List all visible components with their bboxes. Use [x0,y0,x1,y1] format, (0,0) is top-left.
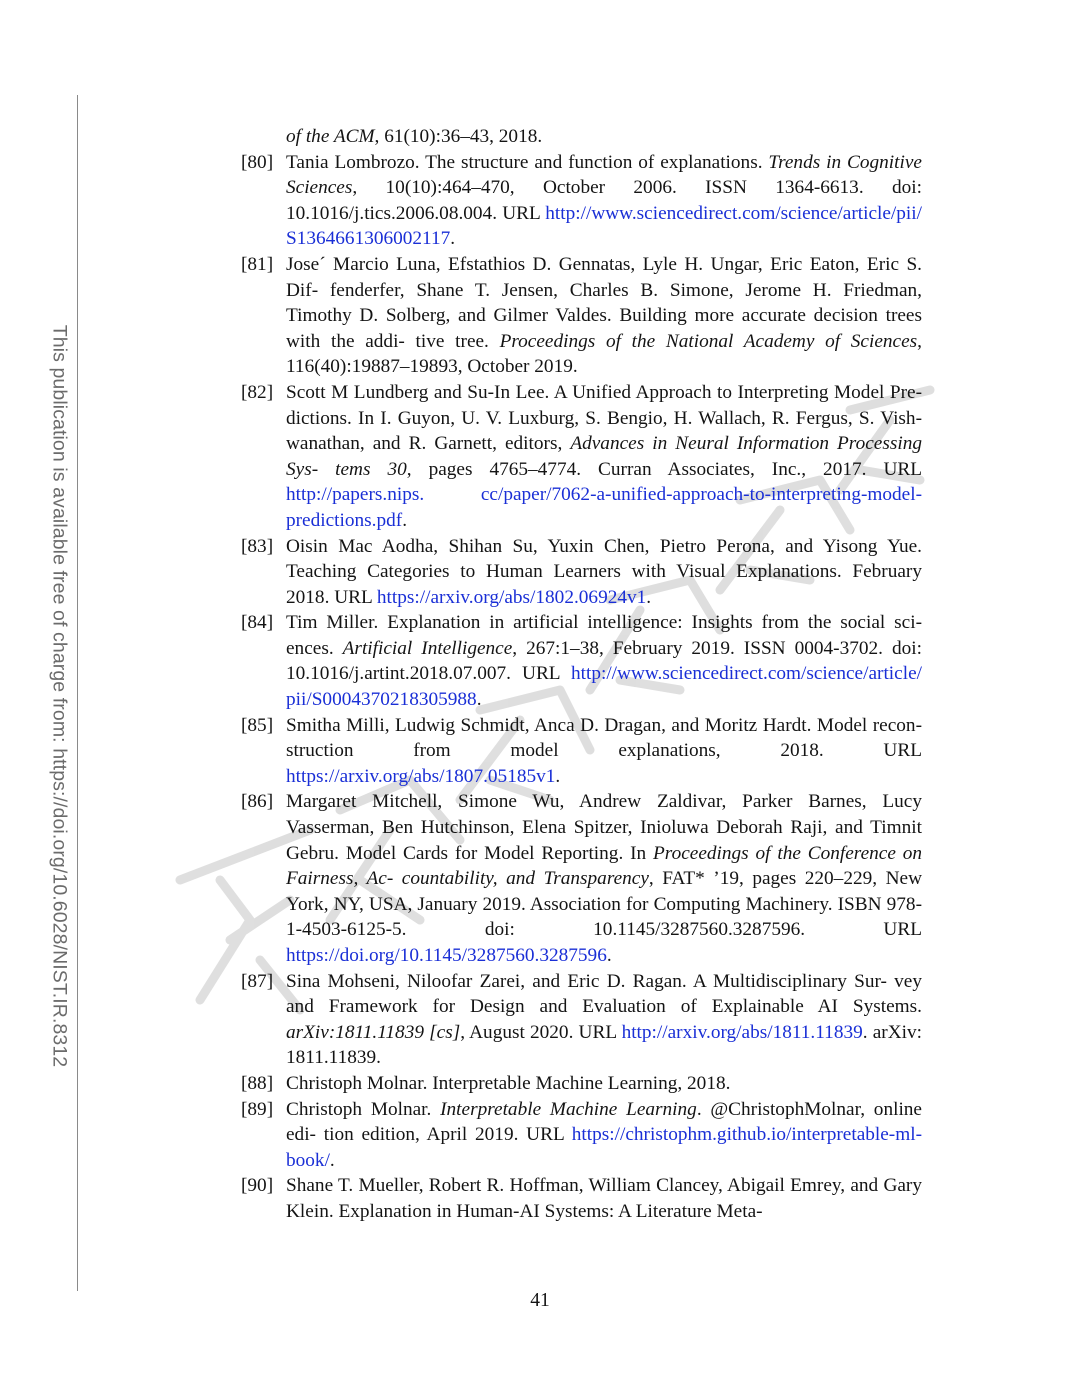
reference-entry [241,150,922,252]
reference-number: [82] [241,381,274,403]
reference-text: , 10(10):464–470, October 2006. ISSN 1364-6613. doi: 10.1016/j.tics.2006.08.004. URL [286,177,922,224]
reference-number: [89] [241,1098,274,1120]
reference-text: Scott M Lundberg and Su-In Lee. A Unified Approach to Interpreting Model Pre- dictions. In I. Guyon, U. V. Luxburg, S. Bengio, H. Wallach, R. Fergus, S. Vish- wanathan, and R. Garnett, editors, [286,381,922,455]
side-rule-divider [77,95,78,1291]
reference-venue-text: Proceedings of the Conference on Fairness, Ac- countability, and Transparency [286,842,922,890]
reference-entry [241,124,922,150]
reference-number: [90] [241,1175,274,1197]
reference-text: , 61(10):36–43, 2018. [374,126,543,147]
reference-entry [241,789,922,968]
reference-entry [241,713,922,790]
reference-text: Jose´ Marcio Luna, Efstathios D. Gennatas, Lyle H. Ungar, Eric Eaton, Eric S. Dif- fenderfer, Shane T. Jensen, Charles B. Simone, Jerome H. Friedman, Timothy D. Solberg, and Gilmer Valdes. Building more accurate decision trees with the addi- tive tree. [286,253,922,352]
reference-number: [86] [241,791,274,813]
reference-text: , FAT* ’19, pages 220–229, New York, NY, USA, January 2019. Association for Computing Machinery. ISBN 978-1-4503-6125-5. doi: 10.1145/3287560.3287596. URL [286,868,922,941]
reference-text: Christoph Molnar. Interpretable Machine Learning, 2018. [286,1072,731,1094]
reference-url-link[interactable]: https://arxiv.org/abs/1802.06924v1 [376,586,647,608]
reference-text: . [402,509,408,531]
reference-text: Tania Lombrozo. The structure and function of explanations. [286,151,769,173]
reference-entry [241,610,922,712]
reference-entry [241,1071,922,1097]
reference-entry [241,252,922,380]
reference-url-link[interactable]: http://papers.nips. cc/paper/7062-a-unified-approach-to-interpreting-model-predictions.pdf [286,484,922,531]
reference-text: Sina Mohseni, Niloofar Zarei, and Eric D. Ragan. A Multidisciplinary Sur- vey and Framework for Design and Evaluation of Explainable AI Systems. [286,970,922,1018]
reference-text: Tim Miller. Explanation in artificial intelligence: Insights from the social sci- ences. [286,612,922,659]
reference-url-link[interactable]: http://www.sciencedirect.com/science/article/pii/ S1364661306002117 [286,202,922,250]
reference-number: [87] [241,970,274,992]
side-availability-note: This publication is available free of charge from: https://doi.org/10.6028/NIST.IR.8312 [48,324,71,1068]
reference-text: , 116(40):19887–19893, October 2019. [286,330,922,378]
reference-text: . [476,689,482,711]
reference-number: [83] [241,535,274,557]
reference-entry [241,969,922,1071]
reference-number: [85] [241,714,274,736]
reference-text: . [646,586,652,608]
reference-venue-text: Trends in Cognitive Sciences [286,151,922,199]
reference-number: [80] [241,151,274,173]
reference-text: . @ChristophMolnar, online edi- tion edition, April 2019. URL [286,1098,922,1146]
reference-url-link[interactable]: https://arxiv.org/abs/1807.05185v1 [286,765,556,787]
reference-text: Christoph Molnar. [286,1098,441,1120]
reference-text: . arXiv: 1811.11839. [286,1021,922,1069]
reference-url-link[interactable]: https://doi.org/10.1145/3287560.3287596 [286,945,607,966]
reference-venue-text: Interpretable Machine Learning [440,1098,697,1120]
reference-number: [84] [241,612,274,634]
reference-text: , 267:1–38, February 2019. ISSN 0004-3702. doi: 10.1016/j.artint.2018.07.007. URL [286,637,922,685]
reference-text: . [606,945,612,966]
reference-venue-text: Advances in Neural Information Processing Sys- tems 30 [286,433,922,480]
reference-text: Margaret Mitchell, Simone Wu, Andrew Zaldivar, Parker Barnes, Lucy Vasserman, Ben Hutchinson, Elena Spitzer, Inioluwa Deborah Raji, and Timnit Gebru. Model Cards for Model Reporting. In [286,791,922,864]
reference-venue-text: arXiv:1811.11839 [cs] [286,1021,461,1043]
reference-url-link[interactable]: http://arxiv.org/abs/1811.11839 [621,1021,863,1043]
reference-venue-text: Artificial Intelligence [342,637,513,659]
reference-text: , August 2020. URL [460,1021,622,1043]
reference-text: , pages 4765–4774. Curran Associates, Inc., 2017. URL [406,458,923,480]
reference-entry [241,534,922,611]
reference-entry [241,1097,922,1174]
reference-text: . [450,228,456,250]
reference-number: [88] [241,1072,274,1094]
reference-text: Shane T. Mueller, Robert R. Hoffman, William Clancey, Abigail Emrey, and Gary Klein. Explanation in Human-AI Systems: A Literature Meta- [286,1175,922,1222]
reference-venue-text: of the ACM [286,126,375,147]
reference-entry [241,380,922,534]
reference-number: [81] [241,253,274,275]
reference-entry [241,1173,922,1224]
reference-text: Oisin Mac Aodha, Shihan Su, Yuxin Chen, Pietro Perona, and Yisong Yue. Teaching Categories to Human Learners with Visual Explanations. February 2018. URL [286,535,922,608]
page-number: 41 [530,1290,550,1311]
reference-text: Smitha Milli, Ludwig Schmidt, Anca D. Dragan, and Moritz Hardt. Model recon- struction from model explanations, 2018. URL [286,714,922,762]
reference-url-link[interactable]: http://www.sciencedirect.com/science/article/ pii/S0004370218305988 [286,663,922,711]
reference-text: . [555,765,561,787]
reference-list [241,124,922,1225]
reference-text: . [329,1149,335,1171]
reference-venue-text: Proceedings of the National Academy of Sciences [499,330,918,352]
reference-url-link[interactable]: https://christophm.github.io/interpretable-ml-book/ [286,1124,922,1171]
